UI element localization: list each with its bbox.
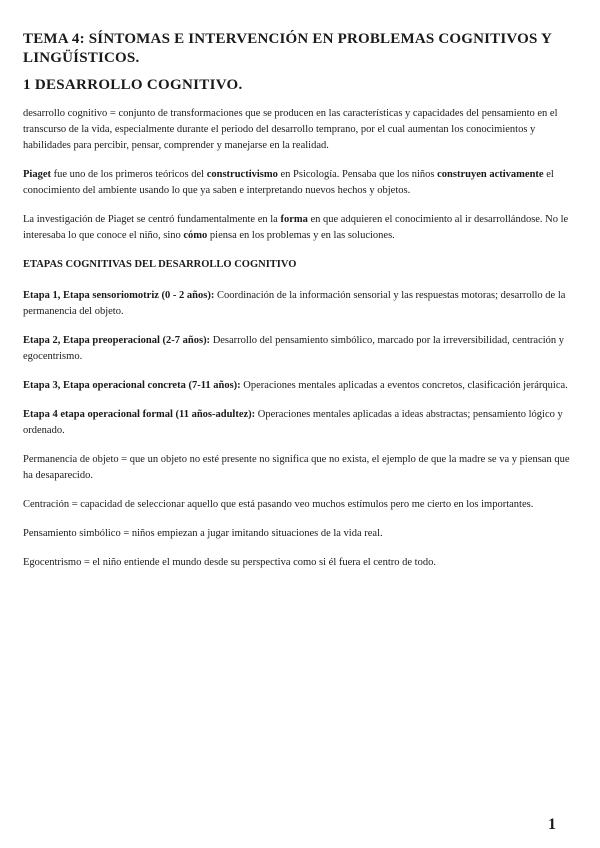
document-title: TEMA 4: SÍNTOMAS E INTERVENCIÓN EN PROBLEMAS COGNITIVOS Y LINGÜÍSTICOS.	[23, 31, 552, 66]
document-page	[23, 30, 578, 584]
etapa-label: Etapa 3, Etapa operacional concreta (7-11 años):	[23, 380, 241, 391]
como-term: cómo	[183, 230, 208, 241]
definition-centracion: Centración = capacidad de seleccionar aquello que está pasando veo muchos estímulos pero me cierto en los importantes.	[23, 499, 534, 510]
constructivismo-term: constructivismo	[206, 169, 278, 180]
etapa-4: Etapa 4 etapa operacional formal (11 años-adultez): Operaciones mentales aplicadas a ideas abstractas; pensamiento lógico y ordenado.	[23, 409, 563, 436]
definition-permanencia: Permanencia de objeto = que un objeto no esté presente no significa que no exista, el ejemplo de que la madre se va y piensan que ha desaparecido.	[23, 454, 570, 481]
paragraph-desarrollo-definition: desarrollo cognitivo = conjunto de transformaciones que se producen en las características y capacidades del pensamiento en el transcurso de la vida, especialmente durante el periodo del desarrollo temprano, por el cual aumentan los conocimientos y habilidades para percibir, pensar, comprender y manejarse en la realidad.	[23, 108, 558, 151]
paragraph-piaget: Piaget fue uno de los primeros teóricos del constructivismo en Psicología. Pensaba que los niños construyen activamente el conocimiento del ambiente usando lo que ya saben e interpretando nuevos hechos y objetos.	[23, 169, 554, 196]
etapa-3: Etapa 3, Etapa operacional concreta (7-11 años): Operaciones mentales aplicadas a eventos concretos, clasificación jerárquica.	[23, 380, 568, 391]
section-title: 1 DESARROLLO COGNITIVO.	[23, 77, 243, 93]
paragraph-investigacion: La investigación de Piaget se centró fundamentalmente en la forma en que adquieren el conocimiento al ir desarrollándose. No le interesaba lo que conoce el niño, sino cómo piensa en los problemas y en las soluciones.	[23, 214, 569, 241]
etapa-label: Etapa 4 etapa operacional formal (11 años-adultez):	[23, 409, 256, 420]
piaget-name: Piaget	[23, 169, 51, 180]
page-number: 1	[548, 816, 556, 833]
forma-term: forma	[280, 214, 308, 225]
etapa-2: Etapa 2, Etapa preoperacional (2-7 años): Desarrollo del pensamiento simbólico, marcado por la irreversibilidad, centración y egocentrismo.	[23, 335, 565, 362]
etapa-label: Etapa 2, Etapa preoperacional (2-7 años):	[23, 335, 211, 346]
definition-pensamiento-simbolico: Pensamiento simbólico = niños empiezan a jugar imitando situaciones de la vida real.	[23, 528, 383, 539]
definition-egocentrismo: Egocentrismo = el niño entiende el mundo desde su perspectiva como si él fuera el centro de todo.	[23, 557, 436, 568]
etapa-1: Etapa 1, Etapa sensoriomotriz (0 - 2 años): Coordinación de la información sensorial y las respuestas motoras; desarrollo de la permanencia del objeto.	[23, 290, 566, 317]
construyen-activamente-term: construyen activamente	[437, 169, 544, 180]
etapas-heading: ETAPAS COGNITIVAS DEL DESARROLLO COGNITIVO	[23, 259, 297, 270]
etapa-label: Etapa 1, Etapa sensoriomotriz (0 - 2 años):	[23, 290, 215, 301]
